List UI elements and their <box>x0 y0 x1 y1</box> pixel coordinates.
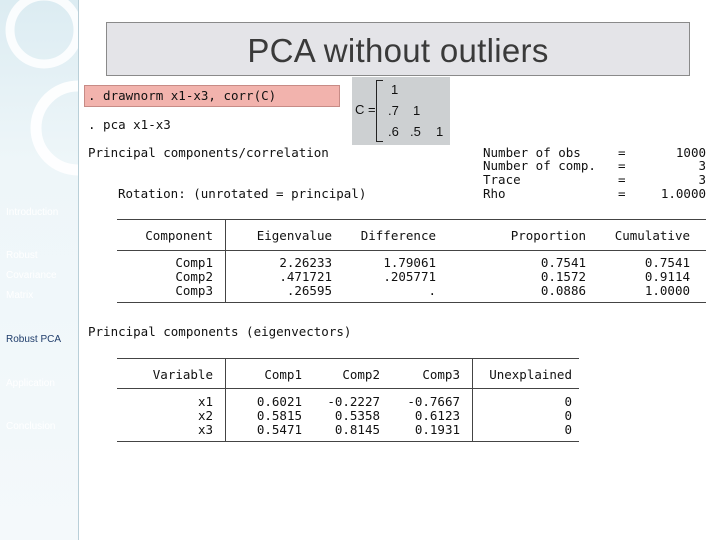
stat-equals: = <box>618 172 626 187</box>
table-cell: 1.0000 <box>644 283 690 298</box>
table-cell: .471721 <box>279 269 332 284</box>
stat-value: 3 <box>698 158 706 173</box>
stat-label: Rho <box>483 186 506 201</box>
column-header: Proportion <box>510 228 586 243</box>
pca-command: . pca x1-x3 <box>88 117 171 132</box>
table-cell: x1 <box>197 394 213 409</box>
table-cell: 0 <box>564 394 572 409</box>
pca-heading: Principal components/correlation <box>88 145 329 160</box>
stat-value: 3 <box>698 172 706 187</box>
table-rule <box>117 388 579 389</box>
sidebar-item-label-line2: Covariance <box>6 270 57 281</box>
table-cell: . <box>428 283 436 298</box>
column-header: Unexplained <box>489 367 572 382</box>
drawnorm-command: . drawnorm x1-x3, corr(C) <box>88 88 277 103</box>
table-cell: x3 <box>197 422 213 437</box>
table-cell: x2 <box>197 408 213 423</box>
column-header: Comp3 <box>422 367 460 382</box>
table-cell: 0.1572 <box>540 269 586 284</box>
column-header: Difference <box>360 228 436 243</box>
rotation-label: Rotation: (unrotated = principal) <box>118 186 367 201</box>
sidebar-item-label-line3: Matrix <box>6 290 34 301</box>
stat-value: 1000 <box>675 145 706 160</box>
table-cell: 0.6123 <box>414 408 460 423</box>
matrix-cell: .7 <box>388 103 399 118</box>
table-rule <box>117 441 579 442</box>
column-header: Cumulative <box>614 228 690 243</box>
table-vrule <box>472 358 473 441</box>
stat-label: Number of comp. <box>483 158 596 173</box>
table-cell: 2.26233 <box>279 255 332 270</box>
sidebar-item-application[interactable]: Application <box>6 378 55 389</box>
stat-value: 1.0000 <box>660 186 706 201</box>
table-cell: Comp1 <box>175 255 213 270</box>
correlation-matrix <box>352 77 450 145</box>
sidebar <box>0 0 79 540</box>
table-cell: 0.7541 <box>540 255 586 270</box>
table-rule <box>117 302 706 303</box>
table-cell: 0.0886 <box>540 283 586 298</box>
stat-equals: = <box>618 158 626 173</box>
slide-title: PCA without outliers <box>247 32 549 69</box>
table-vrule <box>225 219 226 302</box>
table-rule <box>117 250 706 251</box>
matrix-cell: .5 <box>410 124 421 139</box>
sidebar-item-label-line1: Robust <box>6 250 38 261</box>
table-cell: 0 <box>564 422 572 437</box>
table-cell: 1.79061 <box>383 255 436 270</box>
column-header: Component <box>145 228 213 243</box>
column-header: Comp1 <box>264 367 302 382</box>
table-cell: Comp3 <box>175 283 213 298</box>
table-rule <box>117 358 579 359</box>
stat-label: Trace <box>483 172 521 187</box>
table-cell: 0.9114 <box>644 269 690 284</box>
matrix-cell: 1 <box>391 82 399 97</box>
table-cell: 0.1931 <box>414 422 460 437</box>
table-cell: .26595 <box>286 283 332 298</box>
matrix-label: C = <box>355 102 376 117</box>
column-header: Eigenvalue <box>256 228 332 243</box>
title-box <box>106 22 690 76</box>
table-cell: 0.6021 <box>256 394 302 409</box>
column-header: Comp2 <box>342 367 380 382</box>
matrix-cell: 1 <box>436 124 444 139</box>
table-cell: 0 <box>564 408 572 423</box>
stat-equals: = <box>618 186 626 201</box>
sidebar-item-introduction[interactable]: Introduction <box>6 207 59 218</box>
stat-equals: = <box>618 145 626 160</box>
table-cell: -0.2227 <box>327 394 380 409</box>
column-header: Variable <box>152 367 213 382</box>
eigenvectors-heading: Principal components (eigenvectors) <box>88 324 352 339</box>
table-cell: .205771 <box>383 269 436 284</box>
sidebar-item-conclusion[interactable]: Conclusion <box>6 421 56 432</box>
table-cell: 0.5815 <box>256 408 302 423</box>
table-cell: 0.8145 <box>334 422 380 437</box>
table-cell: 0.5358 <box>334 408 380 423</box>
sidebar-item-robust-covariance-matrix[interactable] <box>6 246 57 306</box>
table-cell: -0.7667 <box>407 394 460 409</box>
stat-label: Number of obs <box>483 145 581 160</box>
sidebar-item-robust-pca[interactable]: Robust PCA <box>6 334 62 345</box>
table-cell: Comp2 <box>175 269 213 284</box>
table-cell: 0.5471 <box>256 422 302 437</box>
matrix-cell: .6 <box>388 124 399 139</box>
matrix-cell: 1 <box>413 103 421 118</box>
matrix-bracket <box>376 80 383 142</box>
table-rule <box>117 219 706 220</box>
table-vrule <box>225 358 226 441</box>
table-cell: 0.7541 <box>644 255 690 270</box>
